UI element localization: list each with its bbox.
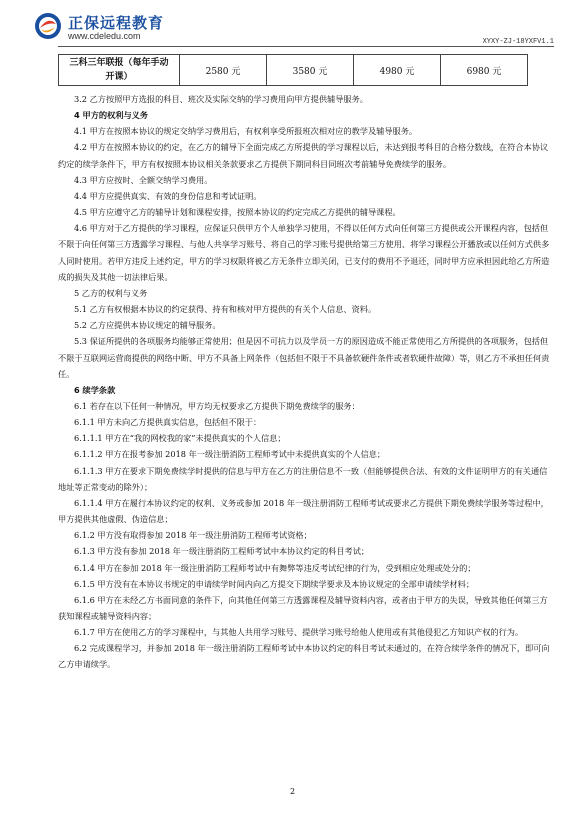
price-cell: 2580 元 [180,55,267,86]
page-number: 2 [289,787,296,796]
clause-paragraph: 6.1.7 甲方在使用乙方的学习课程中，与其他人共用学习账号、提供学习账号给他人使用或有其他侵犯乙方知识产权的行为。 [74,627,524,638]
clause-paragraph: 6.2 完成课程学习，并参加 2018 年一级注册消防工程师考试中本协议约定的科目考试未通过的，在符合续学条件的情况下，即可向乙方申请续学。 [58,643,550,670]
page-header [34,10,554,46]
clause-paragraph: 6.1.6 甲方在未经乙方书面同意的条件下，向其他任何第三方透露课程及辅导资料内容，或者由于甲方的失误，导致其他任何第三方获知课程或辅导资料内容； [58,594,548,621]
section-heading: 6 续学条款 [74,384,116,395]
brand-logo-icon [34,12,62,40]
clause-paragraph: 5.1 乙方有权根据本协议的约定获得、持有和核对甲方提供的有关个人信息、资料。 [74,304,377,315]
clause-paragraph: 6.1.5 甲方没有在本协议书规定的申请续学时间内向乙方提交下期续学要求及本协议规定的全部申请续学材料； [74,578,475,589]
header-divider [58,46,554,47]
clause-paragraph: 4.5 甲方应遵守乙方的辅导计划和课程安排，按照本协议的约定完成乙方提供的辅导课程。 [74,207,401,218]
clause-paragraph: 6.1 若存在以下任何一种情况，甲方均无权要求乙方提供下期免费续学的服务： [74,400,360,411]
clause-paragraph: 6.1.1.1 甲方在“我的网校我的家”未提供真实的个人信息； [74,433,286,444]
clause-paragraph: 3.2 乙方按照甲方选报的科目、班次及实际交纳的学习费用向甲方提供辅导服务。 [74,94,368,104]
document-code: XYXY-ZJ-18YXFV1.1 [482,38,554,46]
clause-paragraph: 6.1.3 甲方没有参加 2018 年一级注册消防工程师考试中本协议约定的科目考试； [74,546,370,557]
clause-paragraph: 4.4 甲方应提供真实、有效的身份信息和考试证明。 [74,190,262,201]
clause-paragraph: 6.1.2 甲方没有取得参加 2018 年一级注册消防工程师考试资格； [74,530,312,541]
brand-name: 正保远程教育 [68,14,165,32]
clause-paragraph: 6.1.1.2 甲方在报考参加 2018 年一级注册消防工程师考试中未提供真实的个人信息； [74,449,386,460]
clause-paragraph: 6.1.1.3 甲方在要求下期免费续学时提供的信息与甲方在乙方的注册信息不一致（但能够提供合法、有效的文件证明甲方的有关通信地址等正常变动的除外）； [58,465,548,492]
clause-paragraph: 4.3 甲方应按时、全额交纳学习费用。 [74,174,213,185]
package-label-line2: 开课） [105,72,133,82]
price-cell: 3580 元 [267,55,354,86]
price-cell: 4980 元 [354,55,441,86]
table-row [59,55,528,86]
clause-paragraph: 6.1.4 甲方在参加 2018 年一级注册消防工程师考试中有舞弊等违反考试纪律的行为，受到相应处理或处分的； [74,562,476,573]
clause-paragraph: 5 乙方的权利与义务 [74,287,148,298]
clause-paragraph: 6.1.1.4 甲方在履行本协议约定的权利、义务或参加 2018 年一级注册消防工程师考试或要求乙方提供下期免费续学服务等过程中，甲方提供其他虚假、伪造信息； [58,497,549,525]
agreement-body [58,91,554,673]
clause-paragraph: 6.1.1 甲方未向乙方提供真实信息，包括但不限于： [74,417,262,428]
package-label-line1: 三科三年联报（每年手动 [69,58,169,68]
clause-paragraph: 5.2 乙方应提供本协议规定的辅导服务。 [74,320,221,331]
clause-paragraph: 4.6 甲方对于乙方提供的学习课程，应保证只供甲方个人单独学习使用，不得以任何方式向任何第三方提供或公开课程内容，包括但不限于向任何第三方透露学习课程、与他人共享学习账号、将自己的学习账号提供给第三方使用、将学习课程公开播放或以任何方式供多人同时使用。若甲方违反上述约定，甲方的学习权限将被乙方无条件立即关闭，已支付的费用不予退还，同时甲方应承担因此给乙方所造成的损失及其他一切法律后果。 [58,223,550,282]
clause-paragraph: 4.2 甲方在按照本协议的约定，在乙方的辅导下全面完成乙方所提供的学习课程以后，未达到报考科目的合格分数线，在符合本协议约定的续学条件下，甲方有权按照本协议相关条款要求乙方提供下期同科目同班次考前辅导免费续学的服务。 [58,142,549,169]
clause-paragraph: 4.1 甲方在按照本协议的规定交纳学习费用后，有权利享受所报班次相对应的教学及辅导服务。 [74,126,418,137]
clause-paragraph: 5.3 保证所提供的各项服务均能够正常使用；但是因不可抗力以及学员一方的原因造成不能正常使用乙方所提供的各项服务，包括但不限于互联网运营商提供的网络中断、甲方不具备上网条件（包括但不限于不具备软硬件条件或者软硬件故障）等，则乙方不承担任何责任。 [58,336,550,379]
section-heading: 4 甲方的权利与义务 [74,110,149,121]
price-cell: 6980 元 [441,55,528,86]
brand-url: www.cdeledu.com [68,31,141,41]
package-label-cell [59,55,180,86]
price-table [58,54,528,86]
